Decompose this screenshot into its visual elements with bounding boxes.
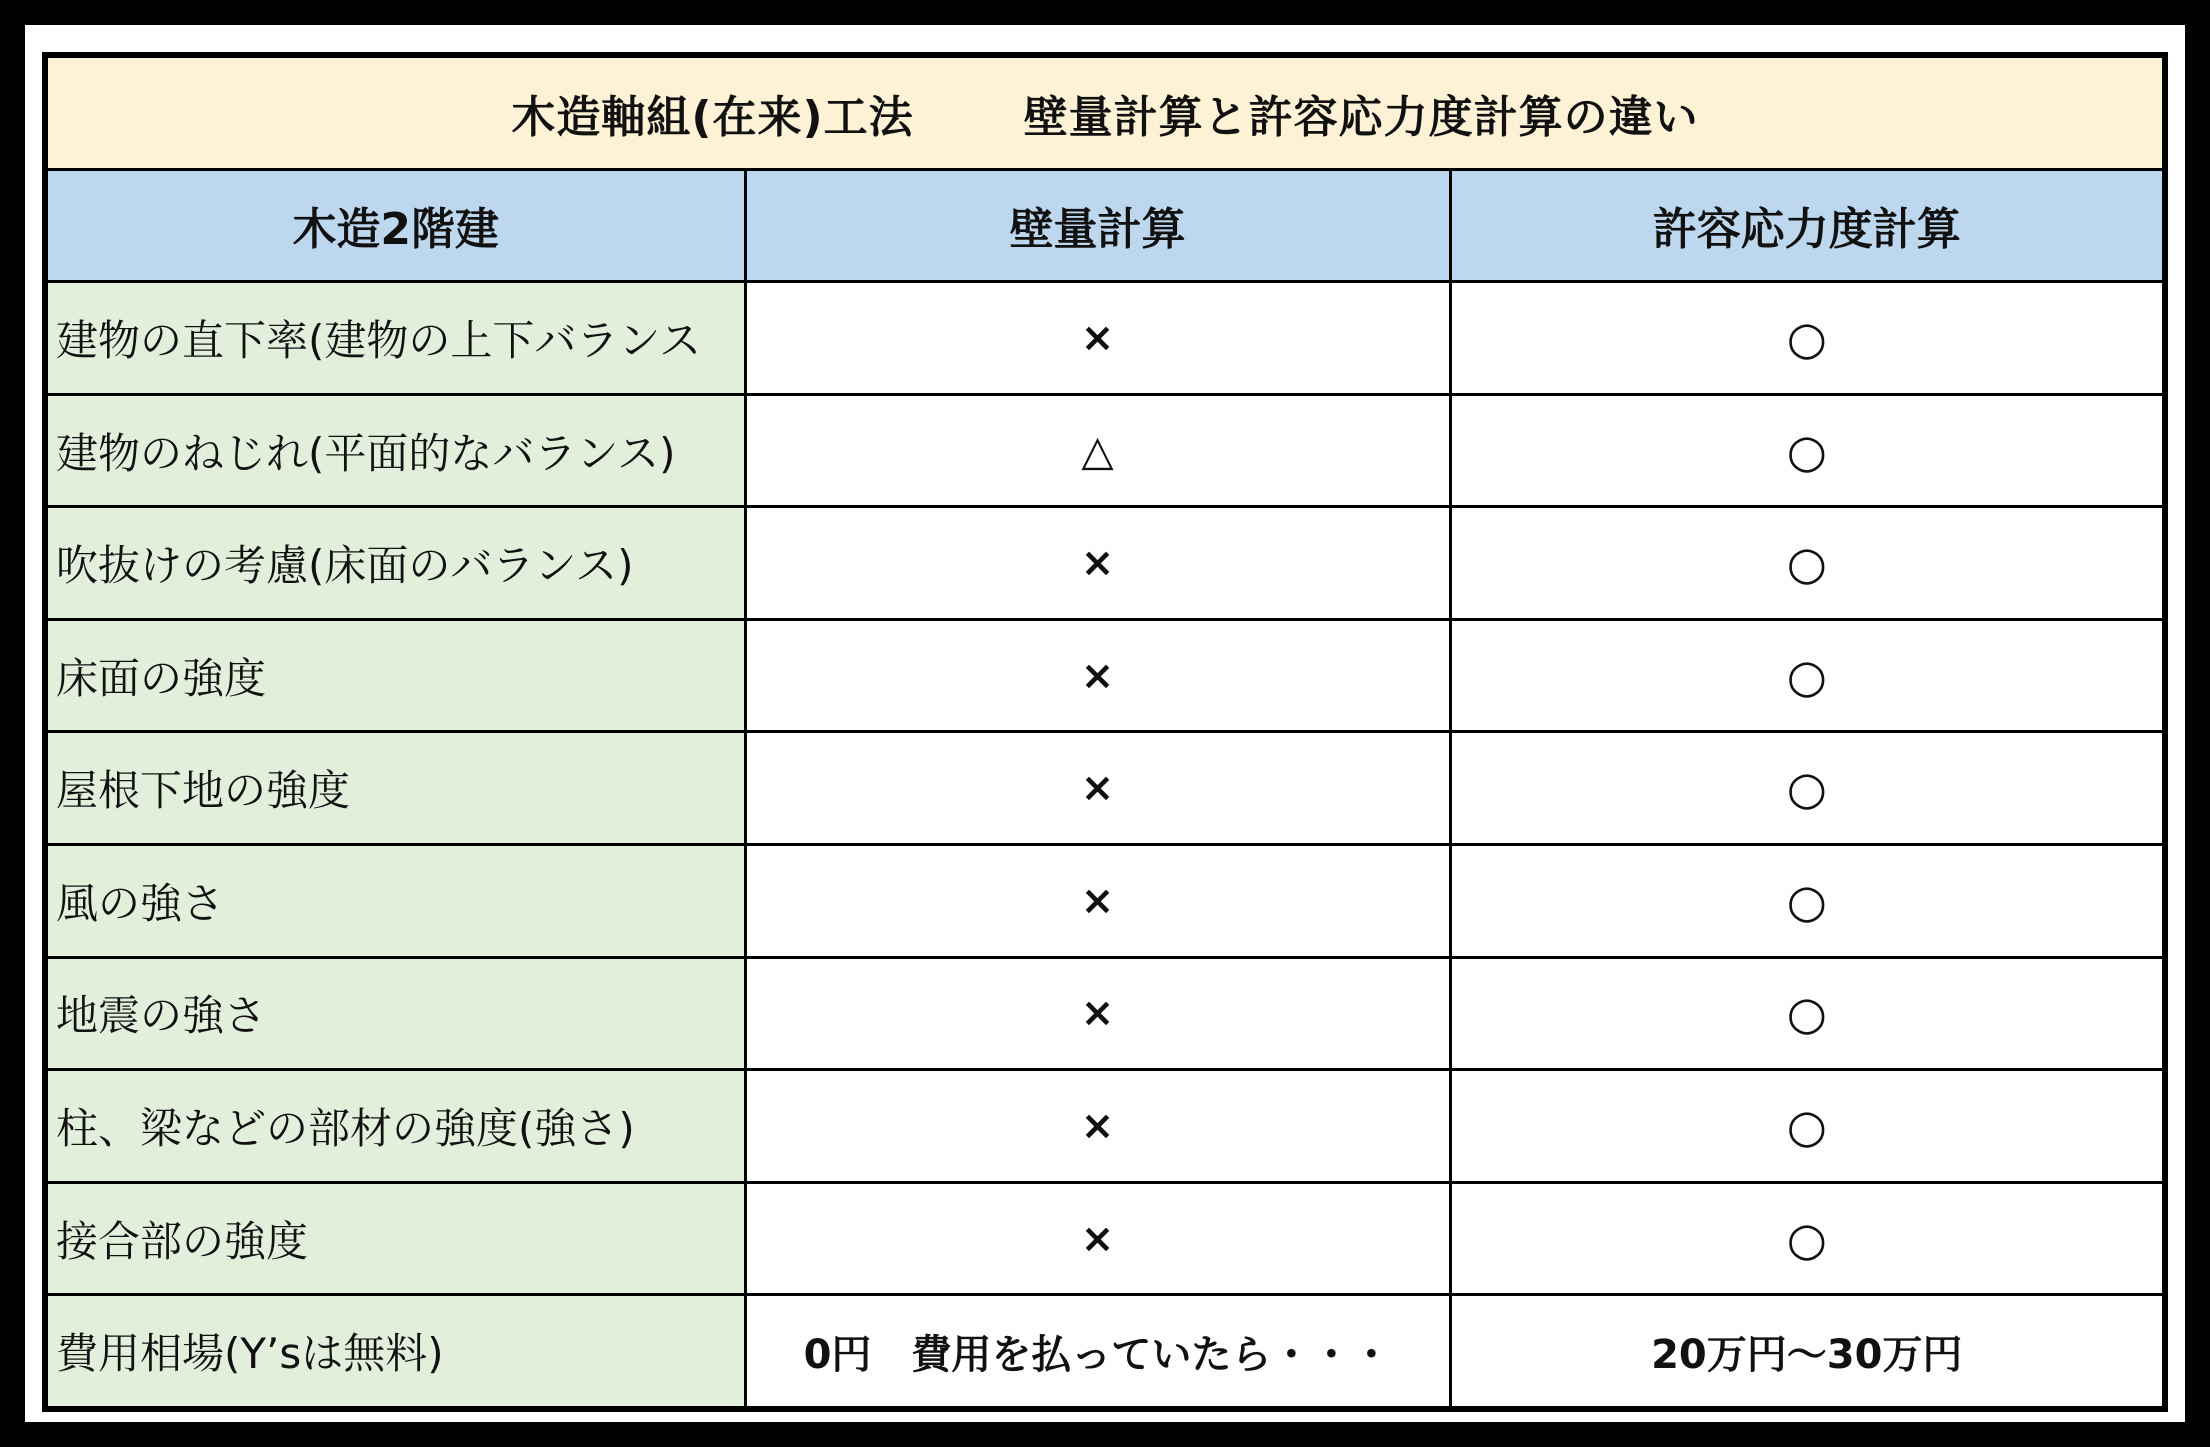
allowable-calc-mark: ○ (1450, 845, 2165, 958)
table-row (45, 282, 2165, 395)
allowable-calc-mark: ○ (1450, 732, 2165, 845)
table-row (45, 845, 2165, 958)
wall-calc-mark: △ (745, 394, 1450, 507)
row-label: 床面の強度 (45, 619, 745, 732)
wall-calc-mark: × (745, 1182, 1450, 1295)
title-method: 木造軸組(在来)工法 (511, 91, 914, 143)
comparison-table (42, 52, 2168, 1412)
header-building-type: 木造2階建 (45, 169, 745, 282)
cost-label: 費用相場(Y’sは無料) (45, 1295, 745, 1409)
allowable-calc-mark: ○ (1450, 507, 2165, 620)
allowable-calc-mark: ○ (1450, 1182, 2165, 1295)
allowable-calc-mark: ○ (1450, 1070, 2165, 1183)
wall-calc-mark: × (745, 507, 1450, 620)
table-row (45, 1070, 2165, 1183)
table-row (45, 957, 2165, 1070)
table-row (45, 507, 2165, 620)
row-label: 地震の強さ (45, 957, 745, 1070)
table-title (45, 55, 2165, 169)
row-label: 建物の直下率(建物の上下バランス (45, 282, 745, 395)
header-wall-calc: 壁量計算 (745, 169, 1450, 282)
wall-calc-mark: × (745, 845, 1450, 958)
allowable-calc-mark: ○ (1450, 957, 2165, 1070)
wall-calc-mark: × (745, 957, 1450, 1070)
header-row (45, 169, 2165, 282)
wall-calc-mark: × (745, 1070, 1450, 1183)
header-allowable-stress-calc: 許容応力度計算 (1450, 169, 2165, 282)
title-row (45, 55, 2165, 169)
wall-calc-mark: × (745, 732, 1450, 845)
wall-calc-mark: × (745, 619, 1450, 732)
cost-row (45, 1295, 2165, 1409)
allowable-calc-mark: ○ (1450, 282, 2165, 395)
row-label: 接合部の強度 (45, 1182, 745, 1295)
allowable-calc-mark: ○ (1450, 394, 2165, 507)
row-label: 建物のねじれ(平面的なバランス) (45, 394, 745, 507)
title-subject: 壁量計算と許容応力度計算の違い (1023, 91, 1699, 143)
table-row (45, 394, 2165, 507)
wall-calc-cost: 0円 費用を払っていたら・・・ (745, 1295, 1450, 1409)
wall-calc-mark: × (745, 282, 1450, 395)
table-row (45, 732, 2165, 845)
allowable-calc-cost: 20万円～30万円 (1450, 1295, 2165, 1409)
table-row (45, 1182, 2165, 1295)
allowable-calc-mark: ○ (1450, 619, 2165, 732)
row-label: 風の強さ (45, 845, 745, 958)
row-label: 柱、梁などの部材の強度(強さ) (45, 1070, 745, 1183)
row-label: 吹抜けの考慮(床面のバランス) (45, 507, 745, 620)
table-row (45, 619, 2165, 732)
row-label: 屋根下地の強度 (45, 732, 745, 845)
